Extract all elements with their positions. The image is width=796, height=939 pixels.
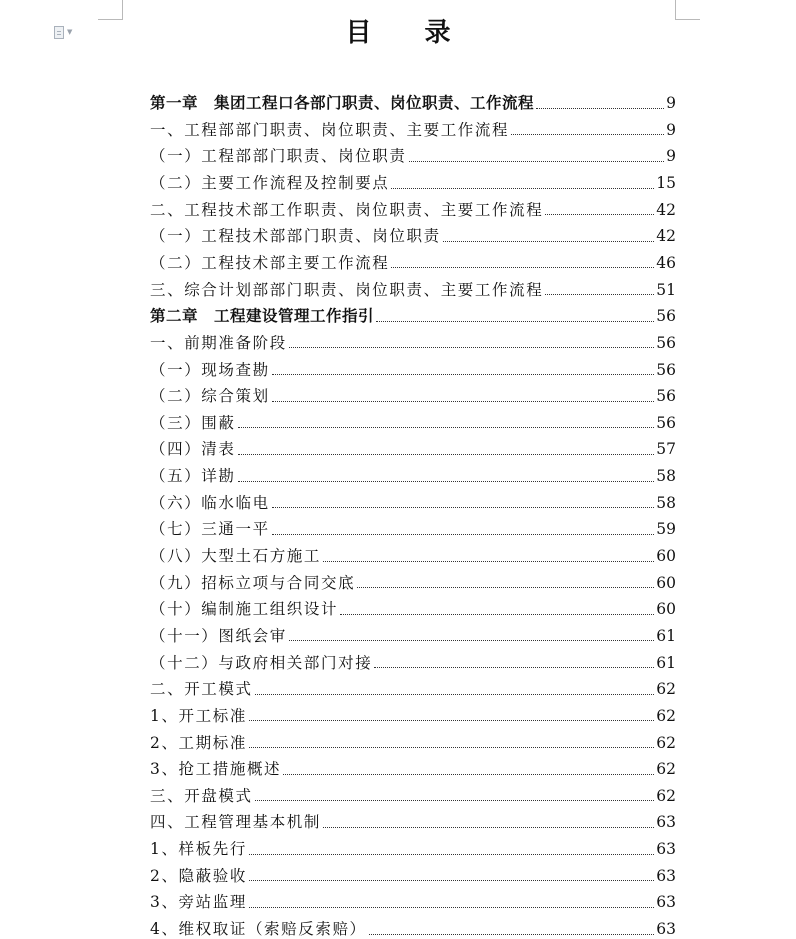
toc-entry[interactable] bbox=[150, 408, 676, 435]
toc-entry[interactable] bbox=[150, 647, 676, 674]
toc-page-number: 63 bbox=[656, 866, 676, 885]
toc-page-number: 42 bbox=[656, 200, 676, 219]
toc-entry[interactable] bbox=[150, 195, 676, 222]
toc-entry[interactable] bbox=[150, 514, 676, 541]
toc-entry[interactable] bbox=[150, 594, 676, 621]
toc-entry-text: 三、综合计划部部门职责、岗位职责、主要工作流程 bbox=[150, 280, 544, 299]
toc-dot-leader bbox=[376, 321, 654, 322]
toc-entry-text: 一、工程部部门职责、岗位职责、主要工作流程 bbox=[150, 120, 510, 139]
toc-dot-leader bbox=[340, 614, 654, 615]
toc-entry[interactable] bbox=[150, 914, 676, 939]
toc-page-number: 60 bbox=[656, 547, 676, 566]
toc-page-number: 58 bbox=[656, 467, 676, 486]
toc-entry-text: 1、开工标准 bbox=[150, 706, 247, 725]
toc-page-number: 56 bbox=[656, 387, 676, 406]
toc-dot-leader bbox=[255, 694, 655, 695]
toc-entry[interactable] bbox=[150, 115, 676, 142]
toc-page-number: 62 bbox=[656, 760, 676, 779]
chevron-down-icon: ▼ bbox=[67, 27, 73, 36]
toc-chapter-entry[interactable] bbox=[150, 88, 676, 115]
toc-entry-text: 第二章 工程建设管理工作指引 bbox=[150, 307, 375, 326]
toc-page-number: 57 bbox=[656, 440, 676, 459]
toc-entry[interactable] bbox=[150, 807, 676, 834]
toc-page-number: 62 bbox=[656, 733, 676, 752]
toc-entry-text: （一）工程技术部部门职责、岗位职责 bbox=[150, 227, 441, 246]
toc-page-number: 62 bbox=[656, 680, 676, 699]
toc-dot-leader bbox=[357, 587, 654, 588]
toc-dot-leader bbox=[536, 108, 664, 109]
toc-entry-text: （一）工程部部门职责、岗位职责 bbox=[150, 147, 407, 166]
toc-page-number: 9 bbox=[666, 94, 676, 113]
toc-page-number: 56 bbox=[656, 413, 676, 432]
toc-page-number: 56 bbox=[656, 360, 676, 379]
toc-dot-leader bbox=[283, 774, 654, 775]
toc-entry-text: （四）清表 bbox=[150, 440, 236, 459]
toc-page-number: 56 bbox=[656, 307, 676, 326]
toc-entry-text: （七）三通一平 bbox=[150, 520, 270, 539]
toc-dot-leader bbox=[409, 161, 665, 162]
toc-page-number: 59 bbox=[656, 520, 676, 539]
toc-entry-text: （九）招标立项与合同交底 bbox=[150, 573, 356, 592]
toc-entry-text: 二、开工模式 bbox=[150, 680, 253, 699]
toc-dot-leader bbox=[545, 294, 654, 295]
toc-page-number: 63 bbox=[656, 920, 676, 938]
toc-entry[interactable] bbox=[150, 354, 676, 381]
toc-entry[interactable] bbox=[150, 781, 676, 808]
toc-entry[interactable] bbox=[150, 141, 676, 168]
toc-entry-text: （二）工程技术部主要工作流程 bbox=[150, 253, 390, 272]
toc-dot-leader bbox=[374, 667, 654, 668]
toc-entry-text: 3、旁站监理 bbox=[150, 893, 247, 912]
toc-dot-leader bbox=[272, 507, 655, 508]
toc-entry[interactable] bbox=[150, 328, 676, 355]
toc-page-number: 56 bbox=[656, 333, 676, 352]
toc-page-number: 63 bbox=[656, 893, 676, 912]
toc-page-number: 60 bbox=[656, 600, 676, 619]
toc-page-number: 61 bbox=[656, 626, 676, 645]
toc-entry-text: （十）编制施工组织设计 bbox=[150, 600, 339, 619]
toc-entry-text: 一、前期准备阶段 bbox=[150, 333, 287, 352]
toc-dot-leader bbox=[272, 401, 655, 402]
toc-dot-leader bbox=[323, 827, 654, 828]
toc-dot-leader bbox=[249, 747, 654, 748]
toc-dot-leader bbox=[391, 188, 654, 189]
toc-page-number: 62 bbox=[656, 786, 676, 805]
toc-entry[interactable] bbox=[150, 568, 676, 595]
table-of-contents bbox=[150, 88, 676, 939]
toc-entry[interactable] bbox=[150, 861, 676, 888]
toc-entry-text: 1、样板先行 bbox=[150, 840, 247, 859]
toc-dot-leader bbox=[255, 800, 655, 801]
toc-dot-leader bbox=[289, 640, 654, 641]
toc-dot-leader bbox=[238, 427, 655, 428]
toc-entry[interactable] bbox=[150, 381, 676, 408]
toc-entry[interactable] bbox=[150, 168, 676, 195]
toc-entry[interactable] bbox=[150, 274, 676, 301]
toc-entry-text: 2、工期标准 bbox=[150, 733, 247, 752]
toc-dot-leader bbox=[323, 561, 654, 562]
toc-dot-leader bbox=[443, 241, 655, 242]
toc-entry[interactable] bbox=[150, 887, 676, 914]
toc-entry-text: 四、工程管理基本机制 bbox=[150, 813, 322, 832]
toc-dot-leader bbox=[511, 134, 664, 135]
toc-entry-text: 第一章 集团工程口各部门职责、岗位职责、工作流程 bbox=[150, 94, 535, 113]
toc-entry-text: 3、抢工措施概述 bbox=[150, 760, 282, 779]
toc-entry[interactable] bbox=[150, 541, 676, 568]
toc-entry[interactable] bbox=[150, 488, 676, 515]
toc-page-number: 15 bbox=[656, 174, 676, 193]
toc-page-number: 9 bbox=[666, 120, 676, 139]
toc-entry-text: （三）围蔽 bbox=[150, 413, 236, 432]
toc-entry-text: （一）现场查勘 bbox=[150, 360, 270, 379]
toc-dot-leader bbox=[238, 454, 655, 455]
toc-dot-leader bbox=[272, 534, 655, 535]
toc-page-number: 60 bbox=[656, 573, 676, 592]
toc-page-number: 46 bbox=[656, 253, 676, 272]
toc-entry-text: 二、工程技术部工作职责、岗位职责、主要工作流程 bbox=[150, 200, 544, 219]
toc-dot-leader bbox=[249, 854, 654, 855]
toc-page-number: 62 bbox=[656, 706, 676, 725]
toc-entry[interactable] bbox=[150, 701, 676, 728]
toc-entry-text: （六）临水临电 bbox=[150, 493, 270, 512]
toc-page-number: 42 bbox=[656, 227, 676, 246]
page-title: 目 录 bbox=[345, 18, 473, 48]
toc-entry-text: （二）综合策划 bbox=[150, 387, 270, 406]
toc-entry-text: （十二）与政府相关部门对接 bbox=[150, 653, 373, 672]
toc-dot-leader bbox=[391, 267, 654, 268]
toc-entry-text: （十一）图纸会审 bbox=[150, 626, 287, 645]
toc-entry-text: （五）详勘 bbox=[150, 467, 236, 486]
toc-page-number: 51 bbox=[656, 280, 676, 299]
toc-dot-leader bbox=[289, 347, 654, 348]
toc-dot-leader bbox=[249, 907, 654, 908]
toc-dot-leader bbox=[369, 934, 655, 935]
toc-entry[interactable] bbox=[150, 834, 676, 861]
toc-dot-leader bbox=[249, 880, 654, 881]
toc-entry[interactable] bbox=[150, 248, 676, 275]
toc-entry-text: 三、开盘模式 bbox=[150, 786, 253, 805]
toc-entry[interactable] bbox=[150, 461, 676, 488]
toc-dot-leader bbox=[272, 374, 655, 375]
toc-dot-leader bbox=[238, 481, 655, 482]
toc-page-number: 63 bbox=[656, 813, 676, 832]
toc-chapter-entry[interactable] bbox=[150, 301, 676, 328]
toc-entry-text: 4、维权取证（索赔反索赔） bbox=[150, 920, 367, 938]
toc-entry[interactable] bbox=[150, 727, 676, 754]
toc-page-number: 63 bbox=[656, 840, 676, 859]
toc-page-number: 61 bbox=[656, 653, 676, 672]
toc-entry-text: 2、隐蔽验收 bbox=[150, 866, 247, 885]
toc-entry[interactable] bbox=[150, 754, 676, 781]
toc-entry[interactable] bbox=[150, 674, 676, 701]
toc-entry[interactable] bbox=[150, 621, 676, 648]
toc-dot-leader bbox=[249, 720, 654, 721]
toc-dot-leader bbox=[545, 214, 654, 215]
toc-page-number: 9 bbox=[666, 147, 676, 166]
toc-entry[interactable] bbox=[150, 434, 676, 461]
toc-entry-text: （八）大型土石方施工 bbox=[150, 547, 322, 566]
toc-entry-text: （二）主要工作流程及控制要点 bbox=[150, 174, 390, 193]
toc-page-number: 58 bbox=[656, 493, 676, 512]
toc-entry[interactable] bbox=[150, 221, 676, 248]
